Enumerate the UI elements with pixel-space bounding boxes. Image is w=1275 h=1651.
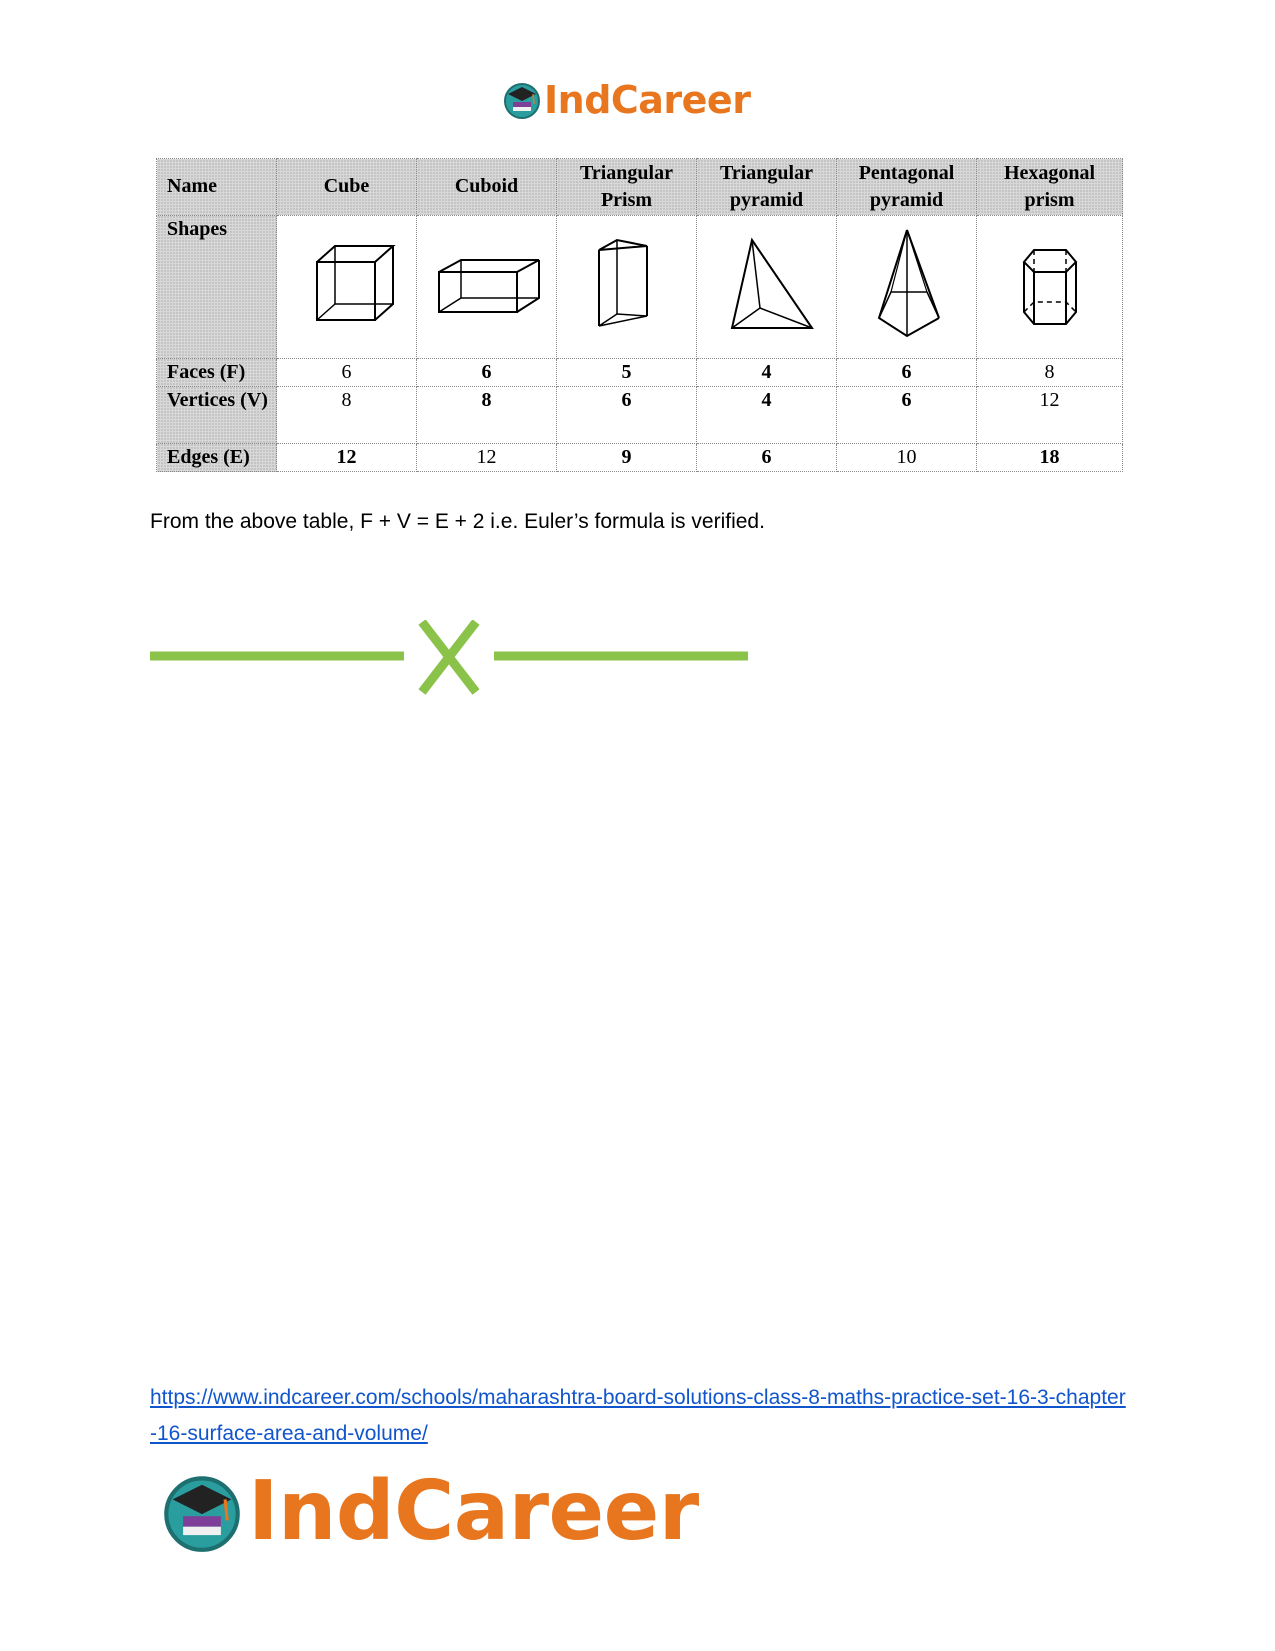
cell-edges-pentagonal-pyramid: 10	[837, 443, 977, 471]
logo-text: IndCareer	[544, 78, 751, 122]
conclusion-text: From the above table, F + V = E + 2 i.e. Euler’s formula is verified.	[150, 510, 765, 533]
row-label-faces: Faces (F)	[157, 358, 277, 386]
cell-vertices-triangular-pyramid: 4	[697, 386, 837, 443]
solids-table-container	[156, 158, 1122, 472]
footer-logo[interactable]	[160, 1464, 699, 1559]
shape-cell	[277, 215, 417, 358]
pentagonal-pyramid-icon	[857, 222, 957, 342]
cell-faces-cuboid: 6	[417, 358, 557, 386]
cell-faces-pentagonal-pyramid: 6	[837, 358, 977, 386]
cell-edges-triangular-pyramid: 6	[697, 443, 837, 471]
cell-vertices-pentagonal-pyramid: 6	[837, 386, 977, 443]
graduation-cap-globe-icon	[502, 80, 542, 120]
shape-cell	[417, 215, 557, 358]
shape-cell	[697, 215, 837, 358]
cell-faces-triangular-prism: 5	[557, 358, 697, 386]
shape-cell	[977, 215, 1123, 358]
cell-vertices-triangular-prism: 6	[557, 386, 697, 443]
cube-icon	[297, 232, 397, 332]
cell-faces-cube: 6	[277, 358, 417, 386]
shape-cell	[557, 215, 697, 358]
cell-vertices-hexagonal-prism: 12	[977, 386, 1123, 443]
column-header: Cuboid	[417, 159, 557, 216]
logo-text: IndCareer	[248, 1464, 699, 1559]
cell-edges-hexagonal-prism: 18	[977, 443, 1123, 471]
source-link[interactable]: https://www.indcareer.com/schools/maharashtra-board-solutions-class-8-maths-practice-set-16-3-chapter-16-surface-area-and-volume/	[150, 1386, 1126, 1445]
header-logo[interactable]	[502, 80, 750, 120]
graduation-cap-globe-icon	[160, 1470, 244, 1554]
solids-table	[156, 158, 1123, 472]
triangular-prism-icon	[577, 228, 677, 338]
row-label-shapes: Shapes	[157, 215, 277, 358]
cell-faces-hexagonal-prism: 8	[977, 358, 1123, 386]
hexagonal-prism-icon	[1010, 232, 1090, 332]
cuboid-icon	[427, 232, 547, 332]
cell-edges-triangular-prism: 9	[557, 443, 697, 471]
cell-vertices-cube: 8	[277, 386, 417, 443]
row-label-vertices: Vertices (V)	[157, 386, 277, 443]
column-header: Triangular pyramid	[697, 159, 837, 216]
cell-vertices-cuboid: 8	[417, 386, 557, 443]
row-label-edges: Edges (E)	[157, 443, 277, 471]
cell-edges-cuboid: 12	[417, 443, 557, 471]
cell-faces-triangular-pyramid: 4	[697, 358, 837, 386]
section-divider	[150, 620, 750, 705]
x-divider-icon	[150, 620, 750, 700]
shape-cell	[837, 215, 977, 358]
header-name: Name	[157, 159, 277, 216]
column-header: Cube	[277, 159, 417, 216]
triangular-pyramid-icon	[712, 228, 822, 338]
cell-edges-cube: 12	[277, 443, 417, 471]
column-header: Triangular Prism	[557, 159, 697, 216]
column-header: Pentagonal pyramid	[837, 159, 977, 216]
column-header: Hexagonal prism	[977, 159, 1123, 216]
